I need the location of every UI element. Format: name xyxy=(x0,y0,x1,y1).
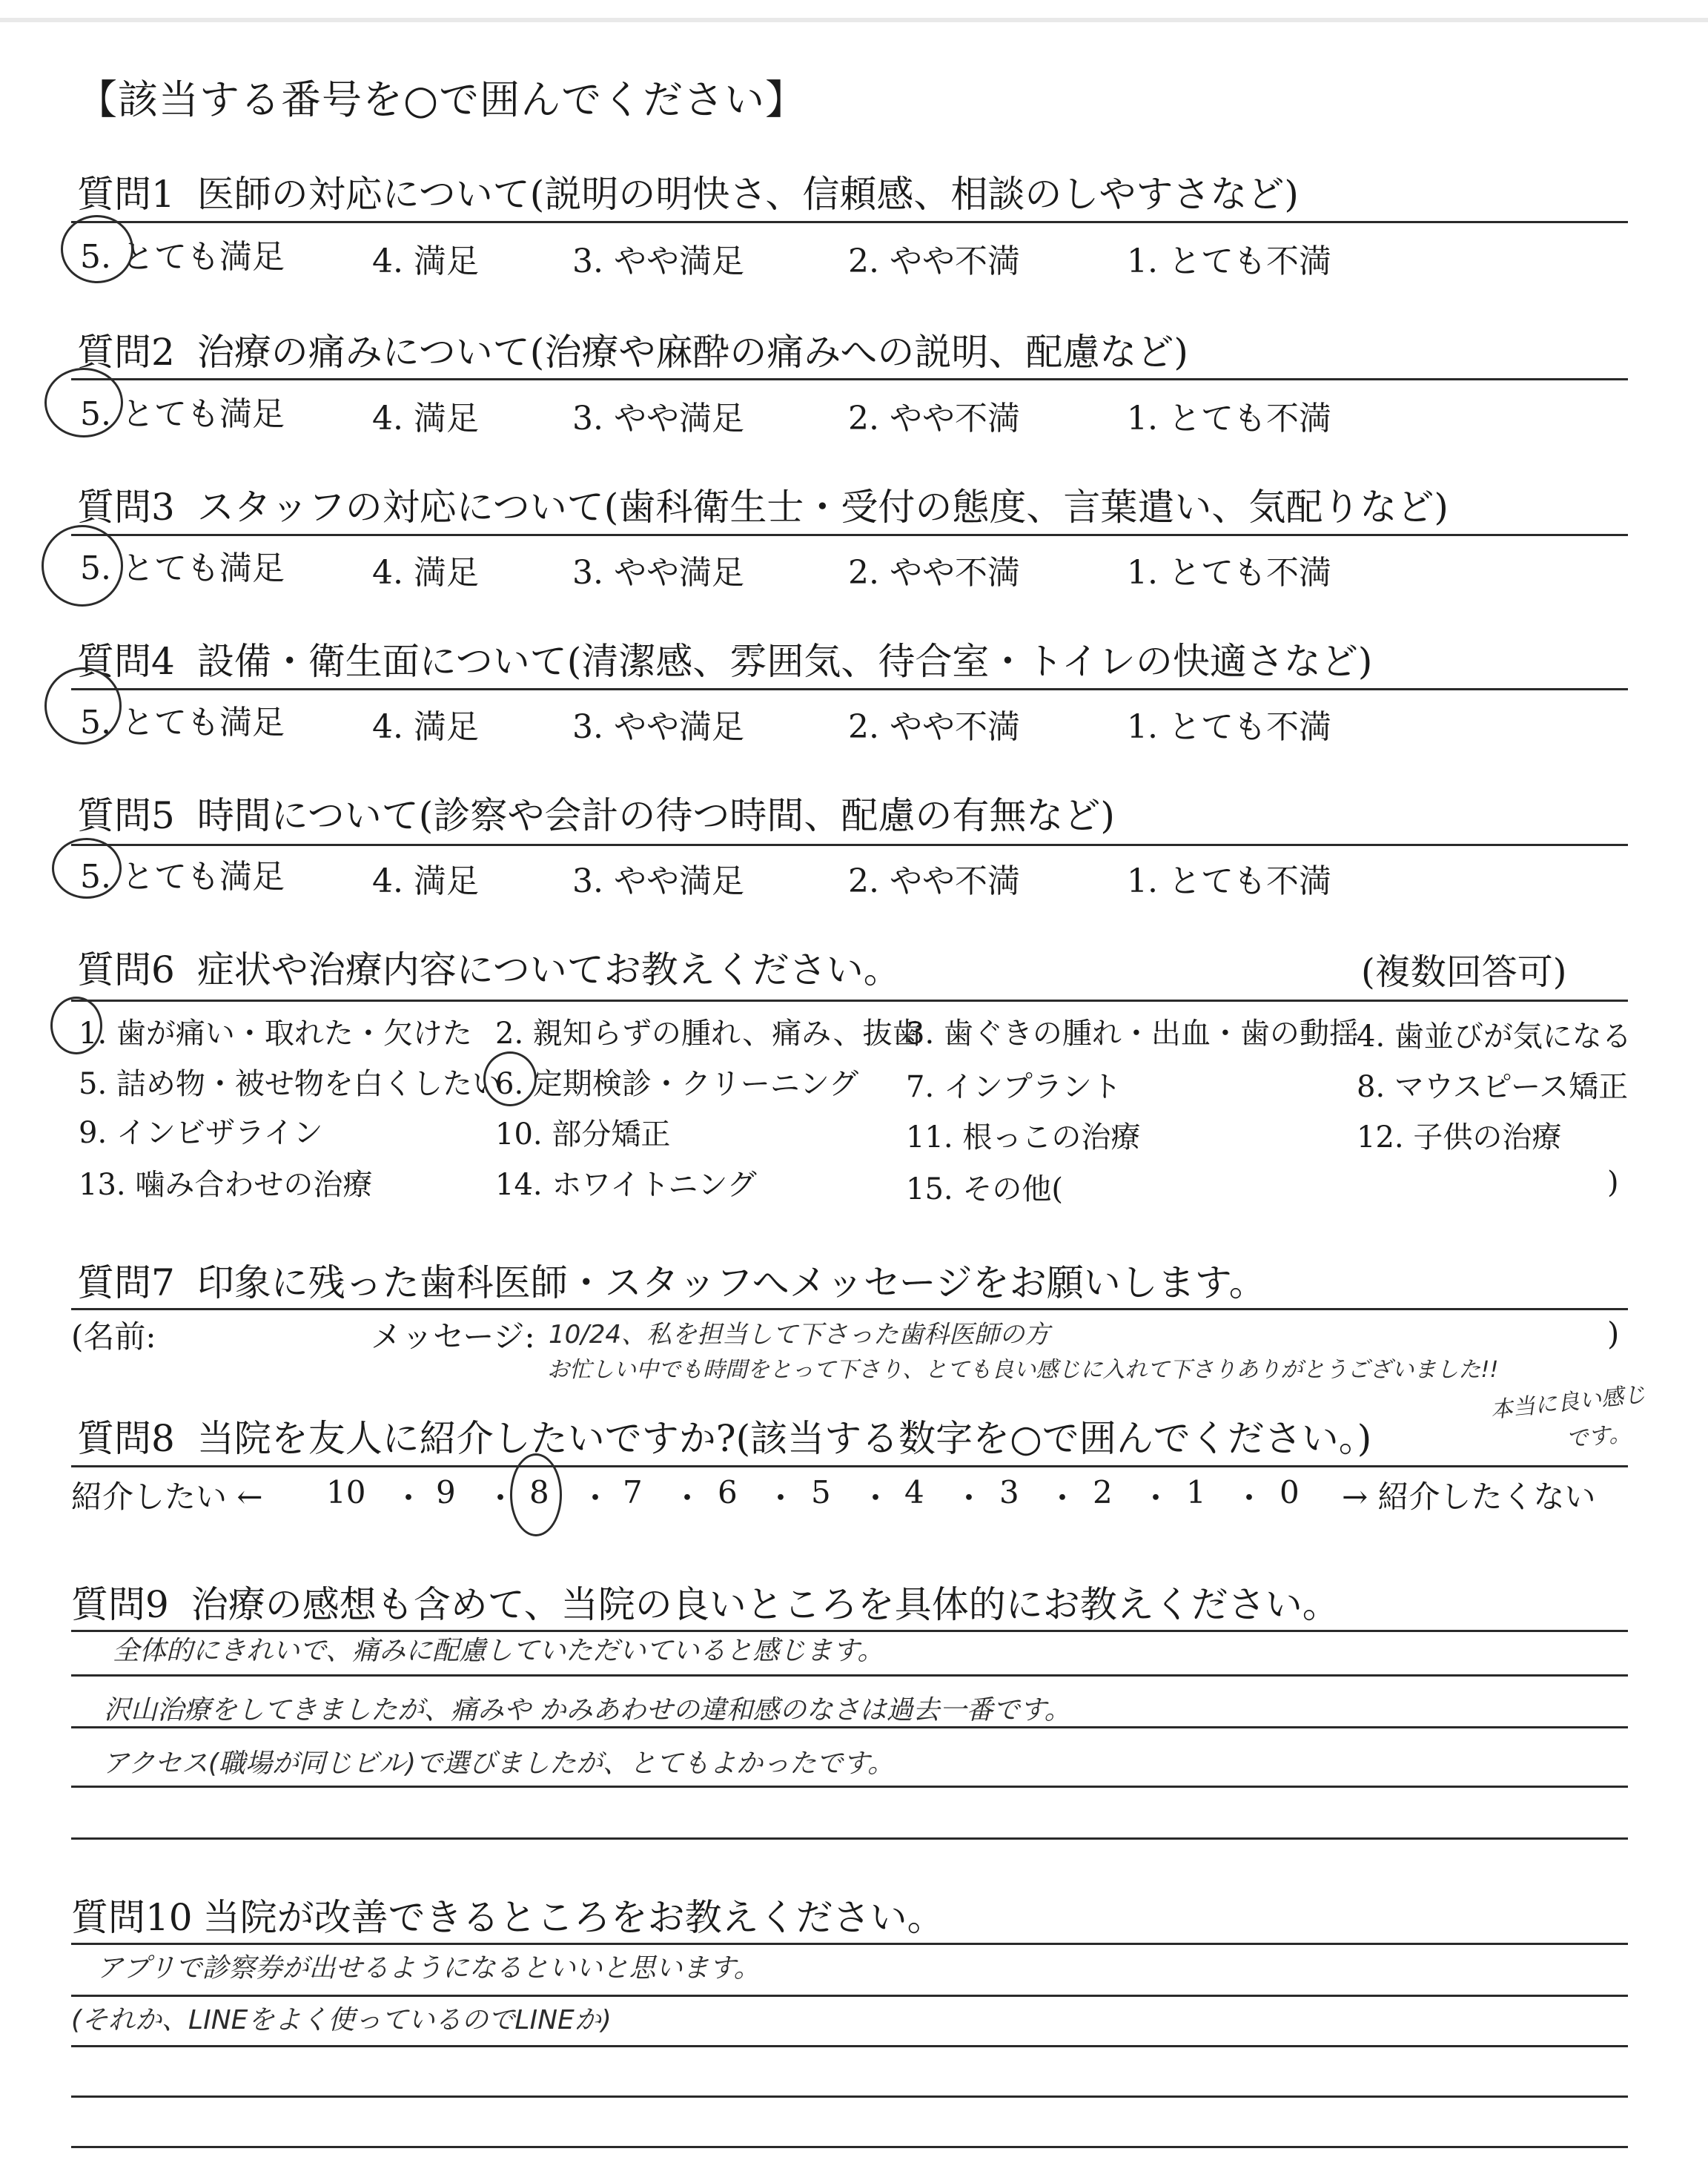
q4-number: 質問4 xyxy=(77,640,175,683)
q1-number: 質問1 xyxy=(77,173,175,216)
q1-rule xyxy=(71,221,1628,223)
q6-option-4[interactable]: 4. 歯並びが気になる xyxy=(1357,1020,1632,1054)
q3-option-3[interactable]: 3. やや満足 xyxy=(572,554,744,592)
q2-option-5[interactable]: 5. とても満足 xyxy=(80,395,285,433)
q6-rule xyxy=(71,1000,1628,1002)
q8-right-label: → 紹介したくない xyxy=(1342,1479,1596,1515)
q8-scale-sep: ・ xyxy=(393,1480,425,1516)
q6-option-3[interactable]: 3. 歯ぐきの腫れ・出血・歯の動揺 xyxy=(906,1017,1359,1051)
q8-scale-4[interactable]: 4 xyxy=(904,1474,924,1510)
q6-option-12[interactable]: 12. 子供の治療 xyxy=(1357,1120,1562,1155)
q2-number: 質問2 xyxy=(77,331,175,374)
q1-selection-circle xyxy=(61,215,133,283)
q8-number: 質問8 xyxy=(77,1417,175,1460)
q10-title xyxy=(71,1888,944,1941)
q2-option-4[interactable]: 4. 満足 xyxy=(372,400,479,437)
q5-rule xyxy=(71,844,1628,846)
q2-option-2[interactable]: 2. やや不満 xyxy=(848,400,1020,437)
q6-multiple-note: (複数回答可) xyxy=(1361,951,1567,993)
q10-answer-line2: (それか、LINEをよく使っているのでLINEか) xyxy=(71,2005,612,2035)
q6-option-8[interactable]: 8. マウスピース矯正 xyxy=(1357,1070,1629,1104)
q1-option-2[interactable]: 2. やや不満 xyxy=(848,242,1020,280)
q8-scale-sep: ・ xyxy=(1140,1480,1172,1516)
q7-name-label: (名前: xyxy=(71,1318,156,1355)
q4-title xyxy=(77,632,1372,685)
q6-option-10[interactable]: 10. 部分矯正 xyxy=(495,1117,671,1152)
q3-selection-circle xyxy=(42,525,123,607)
q5-option-3[interactable]: 3. やや満足 xyxy=(572,862,744,900)
q8-scale-sep: ・ xyxy=(672,1480,704,1516)
q4-option-4[interactable]: 4. 満足 xyxy=(372,708,479,746)
q8-left-label: 紹介したい ← xyxy=(71,1479,263,1515)
q7-message-line2: お忙しい中でも時間をとって下さり、とても良い感じに入れて下さりありがとうございました!! xyxy=(547,1357,1499,1383)
q10-rule-2 xyxy=(71,1995,1628,1997)
q8-scale-0[interactable]: 0 xyxy=(1280,1474,1300,1510)
q6-option-2[interactable]: 2. 親知らずの腫れ、痛み、抜歯 xyxy=(495,1017,922,1051)
q1-title xyxy=(77,165,1299,218)
q9-rule-4 xyxy=(71,1786,1628,1788)
q8-selection-circle xyxy=(510,1453,562,1536)
q1-option-3[interactable]: 3. やや満足 xyxy=(572,242,744,280)
q5-title xyxy=(77,786,1115,839)
q8-scale-1[interactable]: 1 xyxy=(1186,1474,1206,1510)
q8-title xyxy=(77,1409,1371,1462)
q3-text: スタッフの対応について(歯科衛生士・受付の態度、言葉遣い、気配りなど) xyxy=(196,486,1449,529)
q8-rule xyxy=(71,1465,1628,1467)
q6-text: 症状や治療内容についてお教えください。 xyxy=(196,948,901,991)
q6-option-5[interactable]: 5. 詰め物・被せ物を白くしたい xyxy=(79,1067,502,1101)
q9-rule-2 xyxy=(71,1674,1628,1677)
scan-edge xyxy=(0,18,1708,22)
q8-scale-10[interactable]: 10 xyxy=(326,1474,366,1510)
q7-message-label: メッセージ: xyxy=(371,1318,535,1355)
q10-rule-5 xyxy=(71,2146,1628,2148)
q8-scale-8[interactable]: 8 xyxy=(529,1474,549,1510)
q7-message-line1: 10/24、私を担当して下さった歯科医師の方 xyxy=(549,1320,1050,1350)
q6-option-6[interactable]: 6. 定期検診・クリーニング xyxy=(495,1067,859,1101)
q5-option-1[interactable]: 1. とても不満 xyxy=(1127,862,1331,900)
q9-answer-line3: アクセス(職場が同じビル)で選びましたが、とてもよかったです。 xyxy=(102,1748,895,1779)
q6-option-9[interactable]: 9. インビザライン xyxy=(79,1116,323,1150)
q6-option-1[interactable]: 1. 歯が痛い・取れた・欠けた xyxy=(79,1017,472,1051)
q10-number: 質問10 xyxy=(71,1896,193,1939)
q10-answer-line1: アプリで診察券が出せるようになるといいと思います。 xyxy=(96,1953,761,1984)
q7-number: 質問7 xyxy=(77,1261,175,1304)
q6-title xyxy=(77,940,901,994)
q4-rule xyxy=(71,688,1628,690)
q2-selection-circle xyxy=(44,368,123,437)
q8-scale-2[interactable]: 2 xyxy=(1093,1474,1113,1510)
q7-margin-note-line1: 本当に良い感じ xyxy=(1489,1381,1647,1424)
q2-text: 治療の痛みについて(治療や麻酔の痛みへの説明、配慮など) xyxy=(196,331,1188,374)
q9-answer-line1: 全体的にきれいで、痛みに配慮していただいていると感じます。 xyxy=(113,1636,884,1666)
q7-text: 印象に残った歯科医師・スタッフへメッセージをお願いします。 xyxy=(196,1261,1266,1304)
q8-scale-sep: ・ xyxy=(1047,1480,1079,1516)
q3-number: 質問3 xyxy=(77,486,175,529)
q10-text: 当院が改善できるところをお教えください。 xyxy=(202,1896,944,1939)
q9-text: 治療の感想も含めて、当院の良いところを具体的にお教えください。 xyxy=(191,1583,1340,1626)
q7-rule xyxy=(71,1308,1628,1310)
q8-scale-sep: ・ xyxy=(485,1480,517,1516)
q2-option-3[interactable]: 3. やや満足 xyxy=(572,400,744,437)
form-header: 【該当する番号を○で囲んでください】 xyxy=(77,76,807,123)
q6-selection-circle-1 xyxy=(50,997,102,1054)
q8-scale-sep: ・ xyxy=(1234,1480,1265,1516)
q1-text: 医師の対応について(説明の明快さ、信頼感、相談のしやすさなど) xyxy=(196,173,1299,216)
q8-scale-7[interactable]: 7 xyxy=(623,1474,643,1510)
q8-scale-9[interactable]: 9 xyxy=(436,1474,456,1510)
q5-option-5[interactable]: 5. とても満足 xyxy=(80,858,285,896)
q4-option-2[interactable]: 2. やや不満 xyxy=(848,708,1020,746)
q8-text: 当院を友人に紹介したいですか?(該当する数字を○で囲んでください。) xyxy=(196,1417,1372,1460)
q6-option-14[interactable]: 14. ホワイトニング xyxy=(495,1168,757,1202)
q6-option-15-close: ) xyxy=(1607,1166,1619,1200)
q10-rule-4 xyxy=(71,2095,1628,2098)
q6-option-11[interactable]: 11. 根っこの治療 xyxy=(906,1120,1141,1155)
q6-selection-circle-6 xyxy=(483,1051,537,1106)
q4-option-1[interactable]: 1. とても不満 xyxy=(1127,708,1331,746)
q6-option-13[interactable]: 13. 噛み合わせの治療 xyxy=(79,1168,373,1202)
q5-number: 質問5 xyxy=(77,794,175,837)
q7-margin-note-line2: です。 xyxy=(1564,1420,1632,1453)
q8-scale-sep: ・ xyxy=(860,1480,892,1516)
q8-scale-sep: ・ xyxy=(765,1480,797,1516)
q10-rule-3 xyxy=(71,2045,1628,2047)
q5-option-4[interactable]: 4. 満足 xyxy=(372,862,479,900)
q2-title xyxy=(77,323,1188,376)
q6-option-15[interactable]: 15. その他( xyxy=(906,1172,1063,1206)
q7-title xyxy=(77,1253,1266,1307)
q4-selection-circle xyxy=(44,667,122,744)
q9-number: 質問9 xyxy=(71,1583,169,1626)
q8-scale-5[interactable]: 5 xyxy=(811,1474,831,1510)
q3-option-2[interactable]: 2. やや不満 xyxy=(848,554,1020,592)
q3-option-4[interactable]: 4. 満足 xyxy=(372,554,479,592)
q8-scale-6[interactable]: 6 xyxy=(718,1474,738,1510)
q9-title xyxy=(71,1575,1340,1628)
q8-scale-sep: ・ xyxy=(580,1480,612,1516)
q1-option-4[interactable]: 4. 満足 xyxy=(372,242,479,280)
q5-selection-circle xyxy=(52,838,122,899)
q2-rule xyxy=(71,378,1628,380)
q4-option-3[interactable]: 3. やや満足 xyxy=(572,708,744,746)
q8-scale-sep: ・ xyxy=(953,1480,985,1516)
q6-option-7[interactable]: 7. インプラント xyxy=(906,1070,1122,1104)
q4-text: 設備・衛生面について(清潔感、雰囲気、待合室・トイレの快適さなど) xyxy=(196,640,1373,683)
q8-scale-3[interactable]: 3 xyxy=(999,1474,1019,1510)
q5-text: 時間について(診察や会計の待つ時間、配慮の有無など) xyxy=(196,794,1115,837)
q4-option-5[interactable]: 5. とても満足 xyxy=(80,704,285,742)
q5-option-2[interactable]: 2. やや不満 xyxy=(848,862,1020,900)
q6-number: 質問6 xyxy=(77,948,175,991)
q1-option-5[interactable]: 5. とても満足 xyxy=(80,238,285,276)
q9-rule-5 xyxy=(71,1837,1628,1840)
q3-title xyxy=(77,478,1449,531)
q9-answer-line2: 沢山治療をしてきましたが、痛みや かみあわせの違和感のなさは過去一番です。 xyxy=(104,1695,1071,1725)
q10-rule-1 xyxy=(71,1943,1628,1945)
q3-rule xyxy=(71,534,1628,536)
q2-option-1[interactable]: 1. とても不満 xyxy=(1127,400,1331,437)
q7-close-paren: ) xyxy=(1607,1315,1620,1352)
q3-option-5[interactable]: 5. とても満足 xyxy=(80,549,285,587)
q3-option-1[interactable]: 1. とても不満 xyxy=(1127,554,1331,592)
q1-option-1[interactable]: 1. とても不満 xyxy=(1127,242,1331,280)
